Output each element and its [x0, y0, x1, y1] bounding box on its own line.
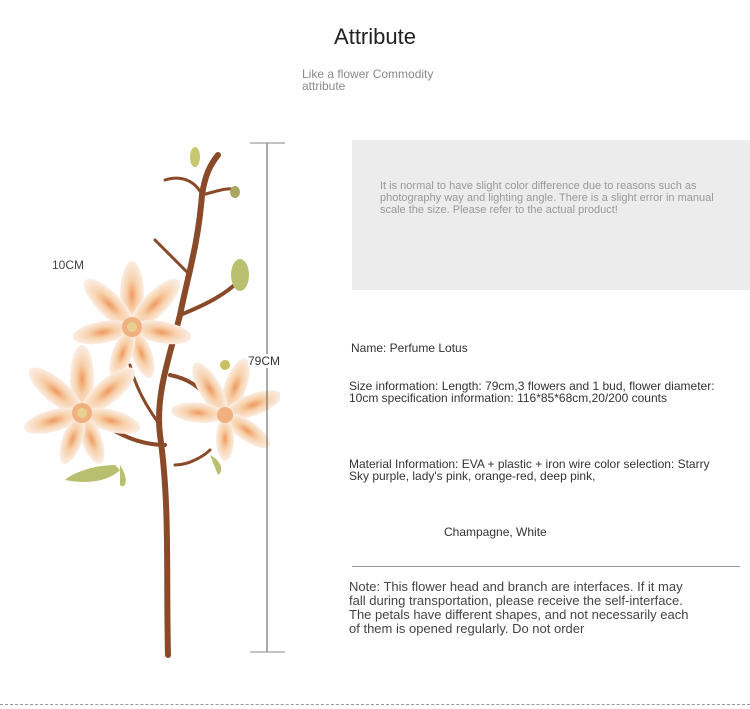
- notice-box: [352, 140, 750, 290]
- page-title: Attribute: [334, 24, 416, 49]
- dashed-divider: [0, 704, 750, 705]
- note-text: Note: This flower head and branch are interfaces. If it may fall during transportation, please receive the self-interface. The petals have different shapes, and not necessarily each of them is opened regularly. Do not order: [349, 579, 689, 636]
- page-subtitle: Like a flower Commodity attribute: [302, 67, 434, 93]
- divider: [352, 566, 740, 567]
- flower-image: [20, 135, 280, 660]
- notice-text: It is normal to have slight color difference due to reasons such as photography way and lighting angle. There is a slight error in manual scale the size. Please refer to the actual product!: [380, 180, 714, 216]
- spec-name: Name: Perfume Lotus: [351, 341, 468, 355]
- length-label: 79CM: [248, 354, 281, 368]
- spec-material-colors: Champagne, White: [444, 525, 547, 539]
- buds: [190, 147, 249, 370]
- diameter-label: 10CM: [52, 258, 85, 272]
- length-ruler: [245, 140, 290, 655]
- spec-material: Material Information: EVA + plastic + iron wire color selection: Starry Sky purple, lady's pink, orange-red, deep pink,: [349, 457, 710, 483]
- spec-size: Size information: Length: 79cm,3 flowers and 1 bud, flower diameter: 10cm specification information: 116*85*68cm,20/200 counts: [349, 379, 715, 405]
